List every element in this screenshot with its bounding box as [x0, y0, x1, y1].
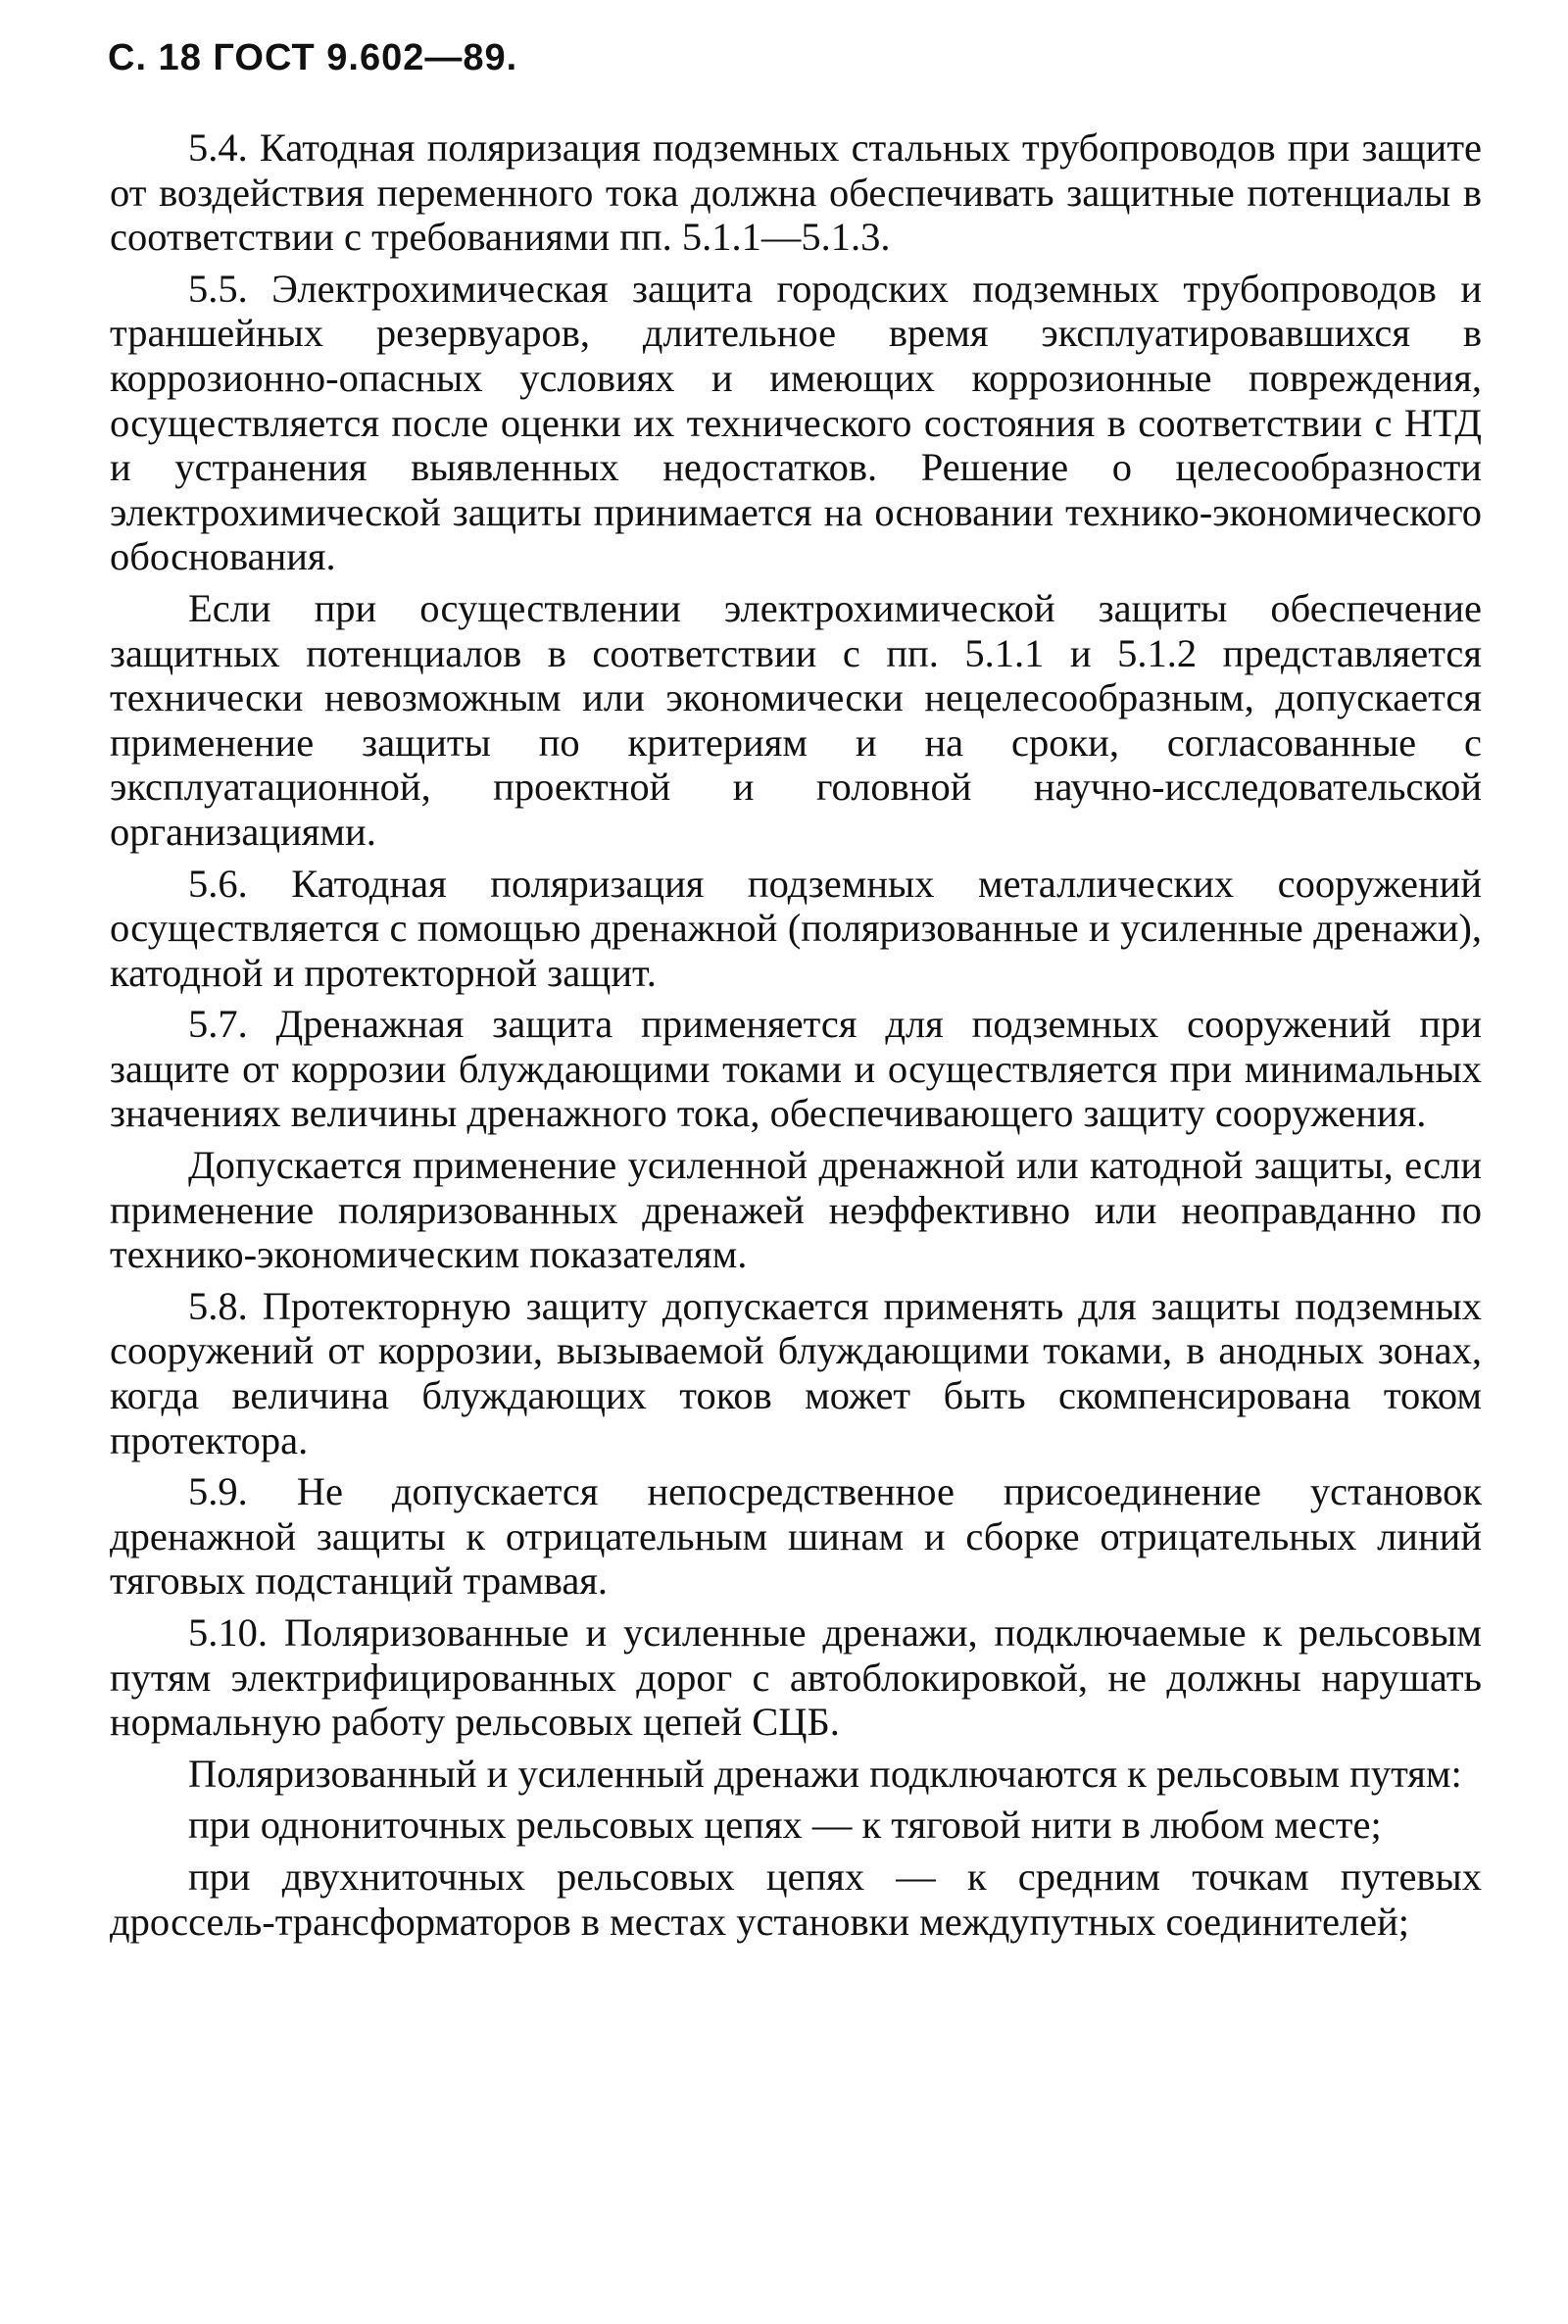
paragraph-5-7-continued: Допускается применение усиленной дренажной или катодной защиты, если применение поляризованных дренажей неэффективно или неоправданно по технико-экономическим показателям.: [110, 1143, 1482, 1277]
paragraph-5-7: 5.7. Дренажная защита применяется для подземных сооружений при защите от коррозии блуждающими токами и осуществляется при минимальных значениях величины дренажного тока, обеспечивающего защиту сооружения.: [110, 1002, 1482, 1136]
page-header: С. 18 ГОСТ 9.602—89.: [108, 37, 518, 78]
paragraph-double-rail-circuits: при двухниточных рельсовых цепях — к средним точкам путевых дроссель-трансформаторов в местах установки междупутных соединителей;: [110, 1854, 1482, 1944]
paragraph-5-9: 5.9. Не допускается непосредственное присоединение установок дренажной защиты к отрицательным шинам и сборке отрицательных линий тяговых подстанций трамвая.: [110, 1469, 1482, 1604]
paragraph-5-10-drain-connection: Поляризованный и усиленный дренажи подключаются к рельсовым путям:: [188, 1751, 1462, 1796]
paragraph-5-4: 5.4. Катодная поляризация подземных стальных трубопроводов при защите от воздействия переменного тока должна обеспечивать защитные потенциалы в соответствии с требованиями пп. 5.1.1—5.1.3.: [110, 125, 1482, 260]
document-body: [110, 125, 1482, 1951]
paragraph-5-5: 5.5. Электрохимическая защита городских подземных трубопроводов и траншейных резервуаров, длительное время эксплуатировавшихся в коррозионно-опасных условиях и имеющих коррозионные повреждения, осуществляется после оценки их технического состояния в соответствии с НТД и устранения выявленных недостатков. Решение о целесообразности электрохимической защиты принимается на основании технико-экономического обоснования.: [110, 266, 1482, 579]
paragraph-5-10: 5.10. Поляризованные и усиленные дренажи, подключаемые к рельсовым путям электрифицированных дорог с автоблокировкой, не должны нарушать нормальную работу рельсовых цепей СЦБ.: [110, 1610, 1482, 1745]
paragraph-5-5-continued: Если при осуществлении электрохимической защиты обеспечение защитных потенциалов в соответствии с пп. 5.1.1 и 5.1.2 представляется технически невозможным или экономически нецелесообразным, допускается применение защиты по критериям и на сроки, согласованные с эксплуатационной, проектной и головной научно-исследовательской организациями.: [110, 585, 1482, 854]
paragraph-5-6: 5.6. Катодная поляризация подземных металлических сооружений осуществляется с помощью дренажной (поляризованные и усиленные дренажи), катодной и протекторной защит.: [110, 861, 1482, 995]
paragraph-5-8: 5.8. Протекторную защиту допускается применять для защиты подземных сооружений от коррозии, вызываемой блуждающими токами, в анодных зонах, когда величина блуждающих токов может быть скомпенсирована током протектора.: [110, 1283, 1482, 1462]
paragraph-single-rail-circuits: при однониточных рельсовых цепях — к тяговой нити в любом месте;: [188, 1803, 1382, 1848]
